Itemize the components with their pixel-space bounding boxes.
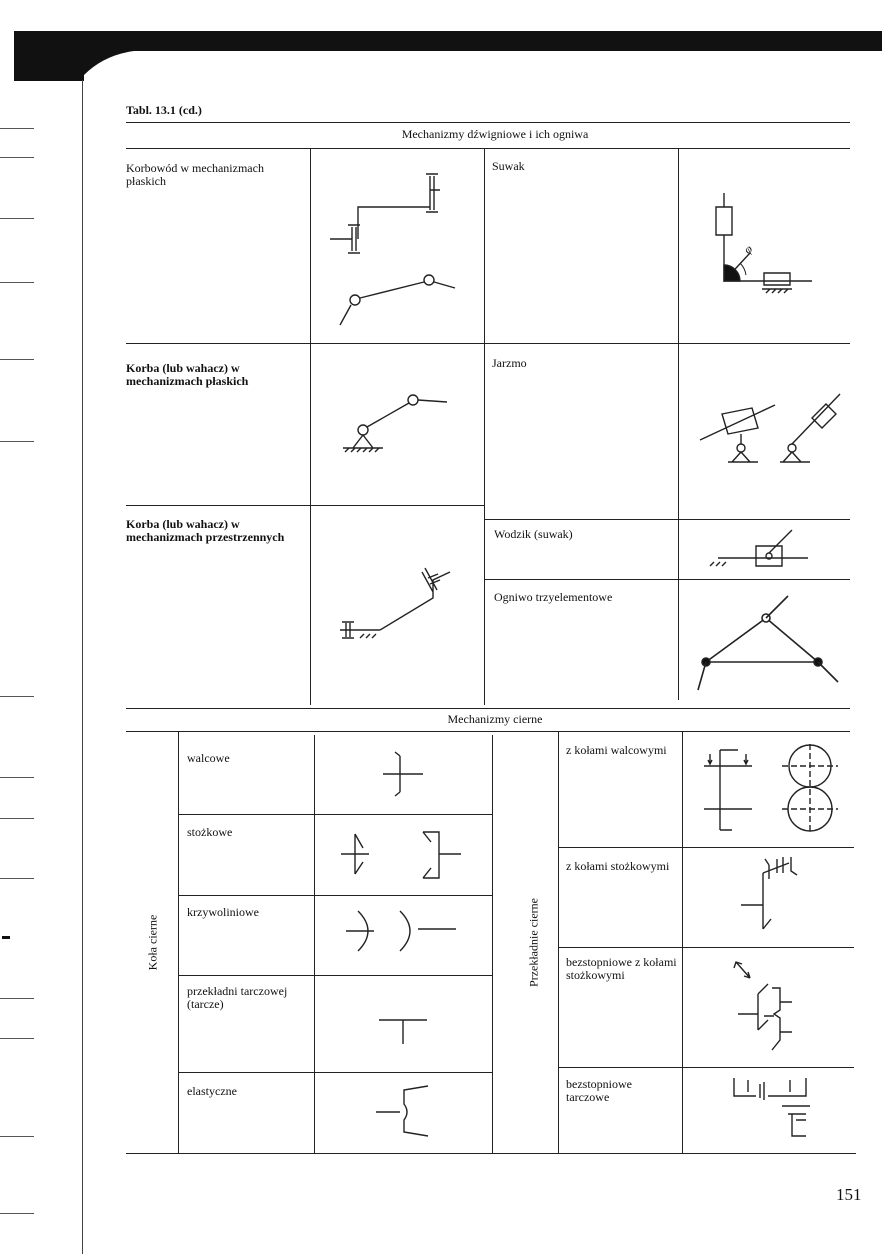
row-label-disc: przekładni tarczowej (tarcze) xyxy=(187,984,288,1011)
margin-mark xyxy=(0,1213,34,1214)
row-label-ternary-link: Ogniwo trzyelementowe xyxy=(494,590,613,604)
margin-mark xyxy=(0,157,34,158)
row-label-crank-spatial: Korba (lub wahacz) w mechanizmach przestrzennych xyxy=(126,517,285,544)
row-label-gear-cylindrical: z kołami walcowymi xyxy=(566,743,667,757)
curvilinear-wheel-symbol xyxy=(340,905,465,955)
row-label-yoke: Jarzmo xyxy=(492,356,527,370)
rule xyxy=(178,731,179,1153)
gear-conical-symbol xyxy=(735,855,805,935)
row-label-elastic: elastyczne xyxy=(187,1084,237,1098)
rule xyxy=(310,148,311,705)
rule xyxy=(678,148,679,700)
row-label-slider: Suwak xyxy=(492,159,525,173)
margin-mark xyxy=(0,878,34,879)
disc-wheel-symbol xyxy=(375,1010,435,1050)
angle-label: φ xyxy=(740,241,756,257)
connecting-rod-symbol xyxy=(320,170,470,335)
rule xyxy=(126,708,850,709)
rule xyxy=(492,735,493,1153)
gear-stepless-conical-symbol xyxy=(732,958,812,1062)
margin-mark xyxy=(0,696,34,697)
row-label-curvilinear: krzywoliniowe xyxy=(187,905,259,919)
crosshead-symbol xyxy=(700,526,840,576)
margin-mark xyxy=(0,998,34,999)
group-label-friction-gears: Przekładnie cierne xyxy=(526,898,541,987)
margin-mark xyxy=(0,441,34,442)
ternary-link-symbol xyxy=(690,590,845,705)
gear-stepless-disc-symbol xyxy=(730,1074,820,1142)
rule xyxy=(484,148,485,705)
row-label-conical: stożkowe xyxy=(187,825,233,839)
binding-edge xyxy=(82,80,83,1254)
row-label-gear-stepless-conical: bezstopniowe z kołami stożkowymi xyxy=(566,955,677,982)
rule xyxy=(126,148,850,149)
crank-symbol xyxy=(335,380,455,460)
margin-mark xyxy=(0,282,34,283)
rule xyxy=(558,947,854,948)
margin-mark xyxy=(0,1136,34,1137)
row-label-gear-conical: z kołami stożkowymi xyxy=(566,859,670,873)
rule xyxy=(178,814,492,815)
conical-wheel-symbol xyxy=(335,826,475,886)
section-title-friction: Mechanizmy cierne xyxy=(447,712,543,726)
header-band xyxy=(14,31,882,51)
group-label-friction-wheels: Koła cierne xyxy=(145,914,160,971)
rule xyxy=(178,975,492,976)
rule xyxy=(314,735,315,1153)
page-number: 151 xyxy=(836,1185,862,1204)
rule xyxy=(484,579,850,580)
rule xyxy=(558,1067,854,1068)
rule xyxy=(484,519,850,520)
section-title-lever: Mechanizmy dźwigniowe i ich ogniwa xyxy=(401,127,589,141)
crank-spatial-symbol xyxy=(340,560,460,655)
rule xyxy=(126,505,484,506)
rule xyxy=(126,731,850,732)
rule xyxy=(126,122,850,123)
table-caption: Tabl. 13.1 (cd.) xyxy=(126,103,202,117)
yoke-symbol xyxy=(700,390,845,470)
margin-mark xyxy=(2,936,10,939)
margin-mark xyxy=(0,1038,34,1039)
elastic-wheel-symbol xyxy=(370,1082,440,1142)
row-label-gear-stepless-disc: bezstopniowe tarczowe xyxy=(566,1077,632,1104)
row-label-crosshead: Wodzik (suwak) xyxy=(494,527,573,541)
rule xyxy=(558,847,854,848)
margin-mark xyxy=(0,218,34,219)
page-curl-shadow xyxy=(14,51,134,81)
margin-mark xyxy=(0,128,34,129)
margin-mark xyxy=(0,818,34,819)
row-label-cylindrical: walcowe xyxy=(187,751,230,765)
rule xyxy=(178,895,492,896)
rule xyxy=(126,1153,856,1154)
rule xyxy=(126,343,850,344)
slider-symbol xyxy=(700,185,820,305)
cylindrical-wheel-symbol xyxy=(375,748,435,803)
margin-mark xyxy=(0,777,34,778)
gear-cylindrical-symbol xyxy=(700,744,840,836)
margin-mark xyxy=(0,359,34,360)
rule xyxy=(682,731,683,1153)
row-label-connecting-rod: Korbowód w mechanizmach płaskich xyxy=(126,161,264,188)
row-label-crank-planar: Korba (lub wahacz) w mechanizmach płaskich xyxy=(126,361,249,388)
rule xyxy=(558,731,559,1153)
rule xyxy=(178,1072,492,1073)
